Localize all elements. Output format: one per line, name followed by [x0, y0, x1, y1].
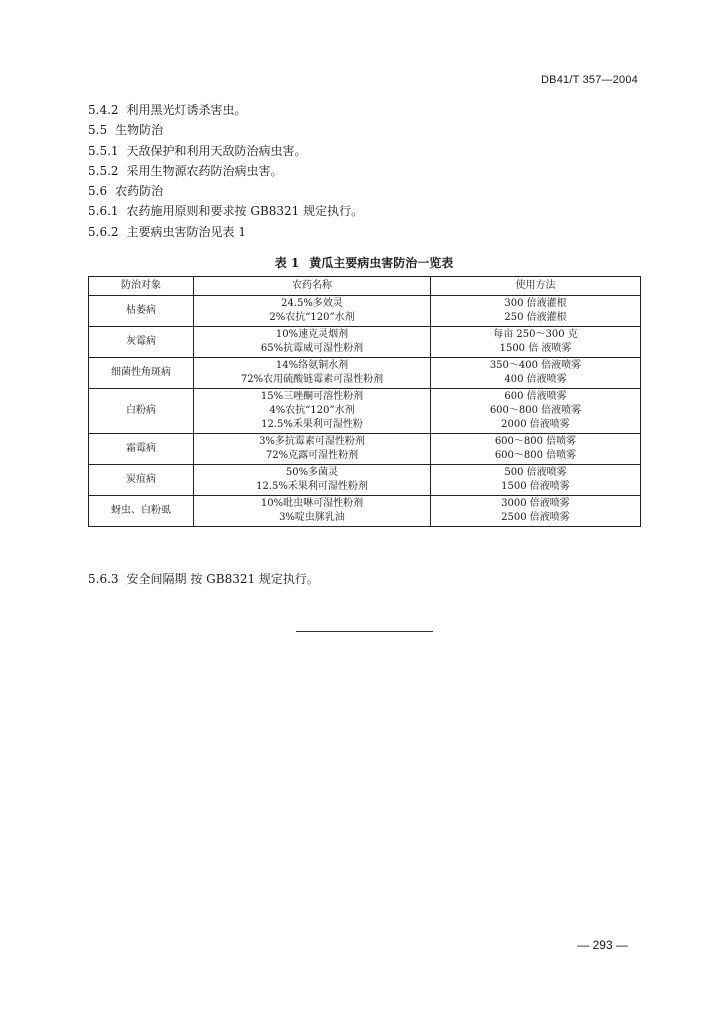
clause-5-5-1 [88, 141, 648, 161]
method-text: 600 倍液喷雾 [504, 391, 567, 402]
clause-text: 农药施用原则和要求按 GB8321 规定执行。 [126, 204, 364, 219]
method-cell [431, 327, 641, 358]
pesticide-name: 72%农用硫酸链霉素可湿性粉剂 [240, 374, 384, 385]
method-text: 2500 倍液喷雾 [501, 512, 570, 523]
clause-number: 5.5.1 [88, 143, 119, 158]
pesticide-cell [194, 496, 431, 527]
clause-number: 5.6 [88, 184, 108, 199]
clause-text: 农药防治 [115, 184, 164, 199]
clause-number: 5.6.1 [88, 204, 119, 219]
pesticide-cell [194, 358, 431, 389]
header-method: 使用方法 [431, 277, 641, 296]
clause-number: 5.4.2 [88, 103, 119, 117]
pesticide-name: 15%三唑酮可溶性粉剂 [260, 391, 364, 402]
method-text: 3000 倍液喷雾 [501, 498, 570, 509]
target-cell: 霜霉病 [89, 434, 194, 465]
pesticide-cell [194, 465, 431, 496]
method-cell [431, 465, 641, 496]
document-code: DB41/T 357—2004 [541, 74, 638, 86]
method-text: 250 倍液灌根 [504, 312, 567, 323]
table-row [89, 358, 641, 389]
pesticide-name: 4%农抗“120”水剂 [269, 405, 355, 416]
method-text: 400 倍液喷雾 [504, 374, 567, 385]
pesticide-name: 10%速克灵烟剂 [275, 329, 349, 340]
method-text: 600～800 倍液喷雾 [489, 405, 582, 416]
pesticide-name: 12.5%禾果利可湿性粉剂 [256, 481, 368, 492]
method-text: 每亩 250～300 克 [493, 329, 578, 340]
clause-text: 生物防治 [115, 123, 164, 138]
pesticide-cell [194, 389, 431, 434]
pest-control-table [88, 276, 641, 527]
method-text: 350～400 倍液喷雾 [489, 360, 582, 371]
method-text: 1500 倍 液喷雾 [499, 343, 572, 354]
pesticide-name: 10%吡虫啉可湿性粉剂 [260, 498, 364, 509]
target-cell: 蚜虫、白粉虱 [89, 496, 194, 527]
table-row [89, 327, 641, 358]
clause-number: 5.5 [88, 123, 108, 138]
clause-text: 天敌保护和利用天敌防治病虫害。 [126, 143, 307, 158]
clause-text: 安全间隔期 按 GB8321 规定执行。 [126, 572, 319, 586]
clause-number: 5.5.2 [88, 163, 119, 178]
clause-number: 5.6.3 [88, 572, 119, 586]
pesticide-name: 72%克露可湿性粉剂 [265, 450, 359, 461]
table-row [89, 496, 641, 527]
method-cell [431, 434, 641, 465]
clause-5-6-3 [88, 570, 319, 587]
clause-5-4-2 [88, 100, 648, 120]
header-pesticide: 农药名称 [194, 277, 431, 296]
clause-text: 采用生物源农药防治病虫害。 [126, 163, 283, 178]
pesticide-name: 14%络氨铜水剂 [275, 360, 349, 371]
target-cell: 细菌性角斑病 [89, 358, 194, 389]
pesticide-name: 24.5%多效灵 [281, 298, 343, 309]
method-text: 2000 倍液喷雾 [501, 419, 570, 430]
clause-5-5-2 [88, 161, 648, 181]
method-cell [431, 389, 641, 434]
method-cell [431, 496, 641, 527]
clause-text: 利用黑光灯诱杀害虫。 [126, 103, 247, 117]
target-cell: 灰霉病 [89, 327, 194, 358]
clause-5-6-1 [88, 201, 648, 221]
target-cell: 枯萎病 [89, 296, 194, 327]
method-text: 300 倍液灌根 [504, 298, 567, 309]
pesticide-name: 3%啶虫脒乳油 [279, 512, 345, 523]
table-number: 表 1 [274, 256, 300, 270]
pesticide-name: 12.5%禾果利可湿性粉 [261, 419, 363, 430]
pesticide-name: 3%多抗霉素可湿性粉剂 [259, 436, 365, 447]
header-target: 防治对象 [89, 277, 194, 296]
table-title: 黄瓜主要病虫害防治一览表 [309, 256, 454, 270]
clause-list [88, 100, 648, 242]
method-text: 1500 倍液喷雾 [501, 481, 570, 492]
page-number: — 293 — [577, 938, 628, 952]
method-cell [431, 296, 641, 327]
table-row [89, 389, 641, 434]
clause-number: 5.6.2 [88, 224, 119, 239]
clause-text: 主要病虫害防治见表 1 [126, 224, 246, 239]
method-cell [431, 358, 641, 389]
table-header-row [89, 277, 641, 296]
method-text: 600～800 倍喷雾 [494, 436, 577, 447]
method-text: 500 倍液喷雾 [504, 467, 567, 478]
table-row [89, 296, 641, 327]
pesticide-name: 2%农抗“120”水剂 [269, 312, 355, 323]
clause-5-6 [88, 181, 648, 201]
table-row [89, 434, 641, 465]
pesticide-name: 50%多菌灵 [285, 467, 339, 478]
target-cell: 白粉病 [89, 389, 194, 434]
pesticide-cell [194, 434, 431, 465]
method-text: 600～800 倍喷雾 [494, 450, 577, 461]
pesticide-cell [194, 296, 431, 327]
clause-5-6-2 [88, 222, 648, 242]
target-cell: 炭疽病 [89, 465, 194, 496]
pesticide-cell [194, 327, 431, 358]
pesticide-name: 65%抗霉威可湿性粉剂 [260, 343, 364, 354]
clause-5-5 [88, 120, 648, 140]
end-of-standard-rule [296, 631, 433, 632]
table-row [89, 465, 641, 496]
table-caption [88, 254, 640, 271]
